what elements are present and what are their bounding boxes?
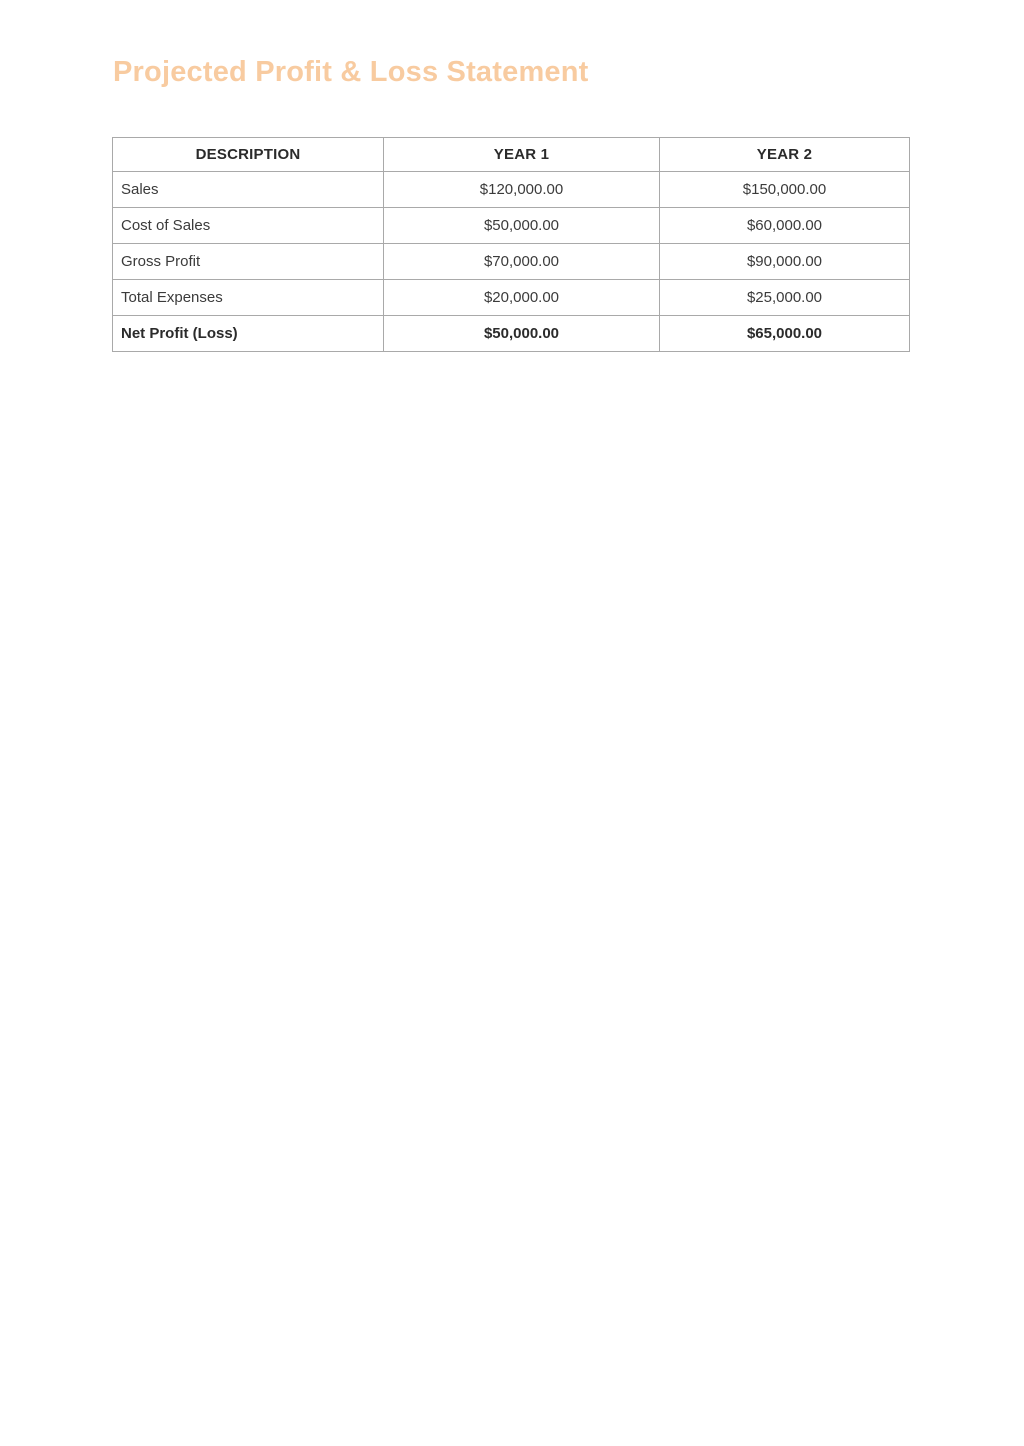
table-row-gross-profit bbox=[113, 244, 910, 280]
profit-loss-table bbox=[112, 137, 910, 352]
description-cell: Cost of Sales bbox=[113, 208, 384, 244]
table-row-sales bbox=[113, 172, 910, 208]
year2-cell: $150,000.00 bbox=[660, 172, 910, 208]
year2-cell: $60,000.00 bbox=[660, 208, 910, 244]
year1-cell: $120,000.00 bbox=[384, 172, 660, 208]
table-row-net-profit bbox=[113, 316, 910, 352]
description-cell: Sales bbox=[113, 172, 384, 208]
description-cell: Gross Profit bbox=[113, 244, 384, 280]
year1-cell: $50,000.00 bbox=[384, 208, 660, 244]
header-cell-year2: YEAR 2 bbox=[660, 138, 910, 172]
description-cell: Total Expenses bbox=[113, 280, 384, 316]
year2-cell: $25,000.00 bbox=[660, 280, 910, 316]
year1-cell: $70,000.00 bbox=[384, 244, 660, 280]
header-cell-year1: YEAR 1 bbox=[384, 138, 660, 172]
header-cell-description: DESCRIPTION bbox=[113, 138, 384, 172]
table-header-row bbox=[113, 138, 910, 172]
year2-cell: $90,000.00 bbox=[660, 244, 910, 280]
description-cell: Net Profit (Loss) bbox=[113, 316, 384, 352]
year1-cell: $20,000.00 bbox=[384, 280, 660, 316]
year2-cell: $65,000.00 bbox=[660, 316, 910, 352]
year1-cell: $50,000.00 bbox=[384, 316, 660, 352]
table-row-total-expenses bbox=[113, 280, 910, 316]
table-row-cost-of-sales bbox=[113, 208, 910, 244]
page-title: Projected Profit & Loss Statement bbox=[113, 56, 589, 88]
